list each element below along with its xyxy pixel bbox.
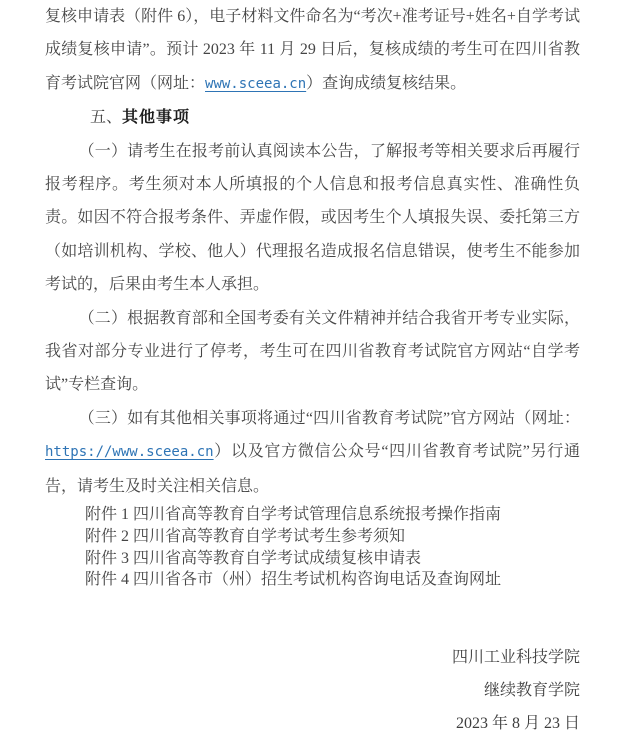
paragraph-item-three [45, 402, 580, 503]
attachment-item-4: 附件 4 四川省各市（州）招生考试机构咨询电话及查询网址 [85, 571, 502, 589]
signature-organization: 四川工业科技学院 [451, 649, 580, 667]
paragraph-text-after-link: ）以及官方微信公众号“四川省教育考试院”另行通告，请考生及时关注相关信息。 [45, 443, 580, 495]
paragraph-text-after-link: ）查询成绩复核结果。 [306, 74, 467, 92]
attachment-item-1: 附件 1 四川省高等教育自学考试管理信息系统报考操作指南 [85, 506, 502, 524]
section-heading-other-matters [45, 101, 580, 134]
signature-department: 继续教育学院 [483, 682, 580, 700]
section-title: 其他事项 [122, 109, 191, 127]
section-number: 五、 [90, 109, 123, 127]
signature-date: 2023 年 8 月 23 日 [455, 715, 580, 733]
paragraph-item-one: （一）请考生在报考前认真阅读本公告，了解报考等相关要求后再履行报考程序。考生须对本人所填报的个人信息和报考信息真实性、准确性负责。如因不符合报考条件、弄虚作假，或因考生个人填报失误、委托第三方（如培训机构、学校、他人）代理报名造成报名信息错误，使考生不能参加考试的，后果由考生本人承担。 [45, 142, 580, 294]
paragraph-text-before-link: 复核申请表（附件 6），电子材料文件命名为“考次+准考证号+姓名+自学考试成绩复核申请”。预计 2023 年 11 月 29 日后，复核成绩的考生可在四川省教育考试院官网（网址： [45, 8, 580, 92]
paragraph-text-before-link: （三）如有其他相关事项将通过“四川省教育考试院”官方网站（网址： [78, 409, 580, 427]
paragraph-item-two: （二）根据教育部和全国考委有关文件精神并结合我省开考专业实际，我省对部分专业进行了停考，考生可在四川省教育考试院官方网站“自学考试”专栏查询。 [45, 309, 580, 394]
attachment-list [45, 503, 580, 591]
paragraph-score-recheck [45, 0, 580, 101]
sceea-https-website-link[interactable]: https://www.sceea.cn [45, 444, 214, 461]
sceea-website-link[interactable]: www.sceea.cn [205, 75, 307, 92]
attachment-item-2: 附件 2 四川省高等教育自学考试考生参考须知 [85, 527, 406, 545]
signature-block [45, 641, 580, 740]
attachment-item-3: 附件 3 四川省高等教育自学考试成绩复核申请表 [85, 549, 422, 567]
